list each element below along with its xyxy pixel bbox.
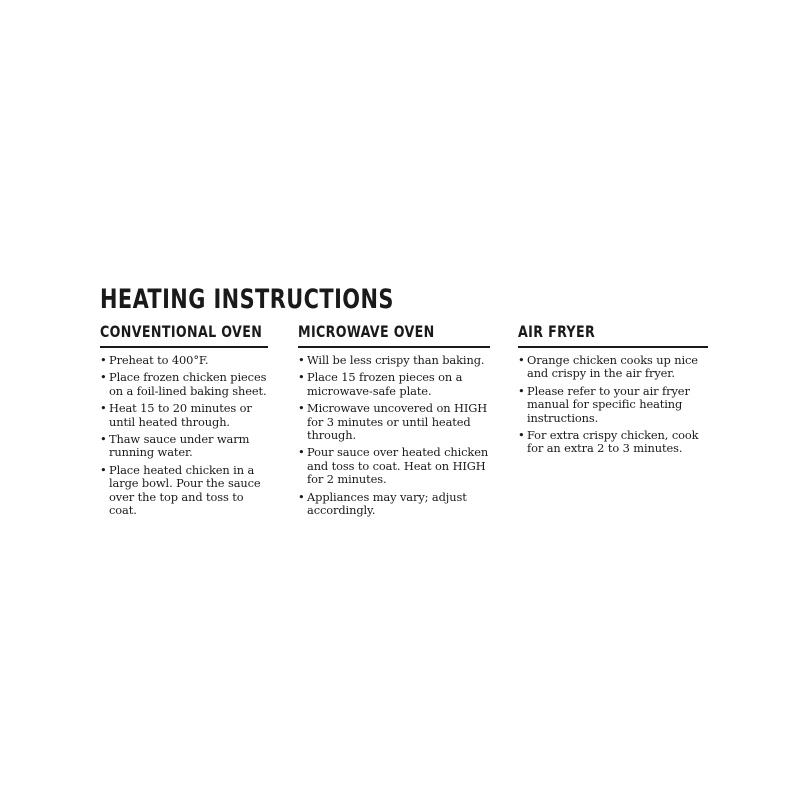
heating-instructions-panel — [100, 284, 720, 562]
list-item: • Orange chicken cooks up nice and crispy in the air fryer. — [518, 354, 708, 381]
instruction-list — [298, 354, 490, 517]
section-divider — [100, 346, 268, 348]
section-heading: MICROWAVE OVEN — [298, 322, 435, 341]
section-heading: AIR FRYER — [518, 322, 596, 341]
list-item: • For extra crispy chicken, cook for an extra 2 to 3 minutes. — [518, 429, 708, 456]
section-conventional-oven — [100, 322, 268, 521]
list-item: • Place 15 frozen pieces on a microwave-safe plate. — [298, 371, 490, 398]
list-item: • Heat 15 to 20 minutes or until heated through. — [100, 402, 268, 429]
instruction-list — [518, 354, 708, 456]
list-item: • Preheat to 400°F. — [100, 354, 268, 367]
list-item: • Thaw sauce under warm running water. — [100, 433, 268, 460]
section-divider — [298, 346, 490, 348]
list-item: • Microwave uncovered on HIGH for 3 minutes or until heated through. — [298, 402, 490, 442]
instruction-columns — [100, 322, 720, 562]
list-item: • Place heated chicken in a large bowl. Pour the sauce over the top and toss to coat. — [100, 464, 268, 518]
page-title: HEATING INSTRUCTIONS — [100, 284, 394, 315]
section-heading: CONVENTIONAL OVEN — [100, 322, 263, 341]
list-item: • Pour sauce over heated chicken and toss to coat. Heat on HIGH for 2 minutes. — [298, 446, 490, 486]
section-divider — [518, 346, 708, 348]
list-item: • Place frozen chicken pieces on a foil-lined baking sheet. — [100, 371, 268, 398]
instruction-list — [100, 354, 268, 517]
section-air-fryer — [518, 322, 708, 460]
list-item: • Appliances may vary; adjust accordingly. — [298, 491, 490, 518]
list-item: • Will be less crispy than baking. — [298, 354, 490, 367]
list-item: • Please refer to your air fryer manual for specific heating instructions. — [518, 385, 708, 425]
section-microwave-oven — [298, 322, 490, 521]
